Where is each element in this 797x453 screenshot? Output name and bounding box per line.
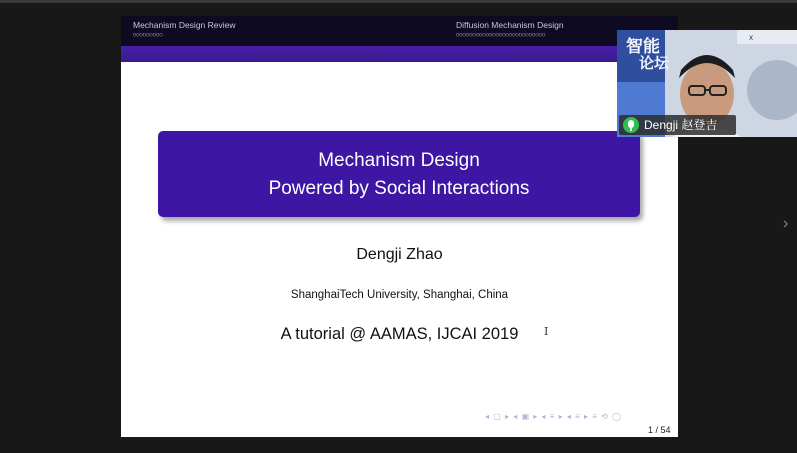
microphone-icon [623, 117, 639, 133]
background-logo-text: X [749, 35, 754, 42]
slide-title-box [158, 131, 640, 217]
slide-title-line-1: Mechanism Design [318, 150, 480, 171]
section-progress-dots-right[interactable]: ○○○○○○○○○○○○○○○○○○○○○○○○○○○ [456, 32, 546, 38]
speaker-video-thumbnail[interactable] [617, 30, 797, 137]
background-sign-text: 智能 [626, 37, 660, 56]
section-progress-dots-left[interactable]: ○○○○○○○○○ [133, 32, 163, 38]
beamer-navigation-icons[interactable]: ◂ ▢ ▸ ◂ ▣ ▸ ◂ ≡ ▸ ◂ ≡ ▸ ≡ ⟲ ◯ [485, 412, 623, 421]
next-slide-chevron-icon[interactable]: › [783, 215, 789, 232]
slide-title-line-2: Powered by Social Interactions [268, 178, 530, 199]
window-top-bar [0, 0, 797, 3]
slide-author: Dengji Zhao [356, 246, 443, 263]
slide-affiliation: ShanghaiTech University, Shanghai, China [290, 289, 509, 301]
slide-tutorial-line: A tutorial @ AAMAS, IJCAI 2019 [280, 325, 519, 343]
background-sign-text-2: 论坛 [639, 55, 670, 72]
presentation-slide [121, 16, 678, 437]
slide-header-band [121, 46, 678, 62]
participant-name: Dengji 赵登吉 [644, 118, 718, 132]
section-nav-diffusion-mechanism[interactable]: Diffusion Mechanism Design [456, 20, 564, 30]
section-nav-mechanism-review[interactable]: Mechanism Design Review [133, 20, 236, 30]
slide-header [121, 16, 678, 46]
participant-name-tag [619, 115, 736, 135]
text-cursor-icon: I [544, 325, 549, 338]
page-number: 1 / 54 [648, 425, 671, 435]
